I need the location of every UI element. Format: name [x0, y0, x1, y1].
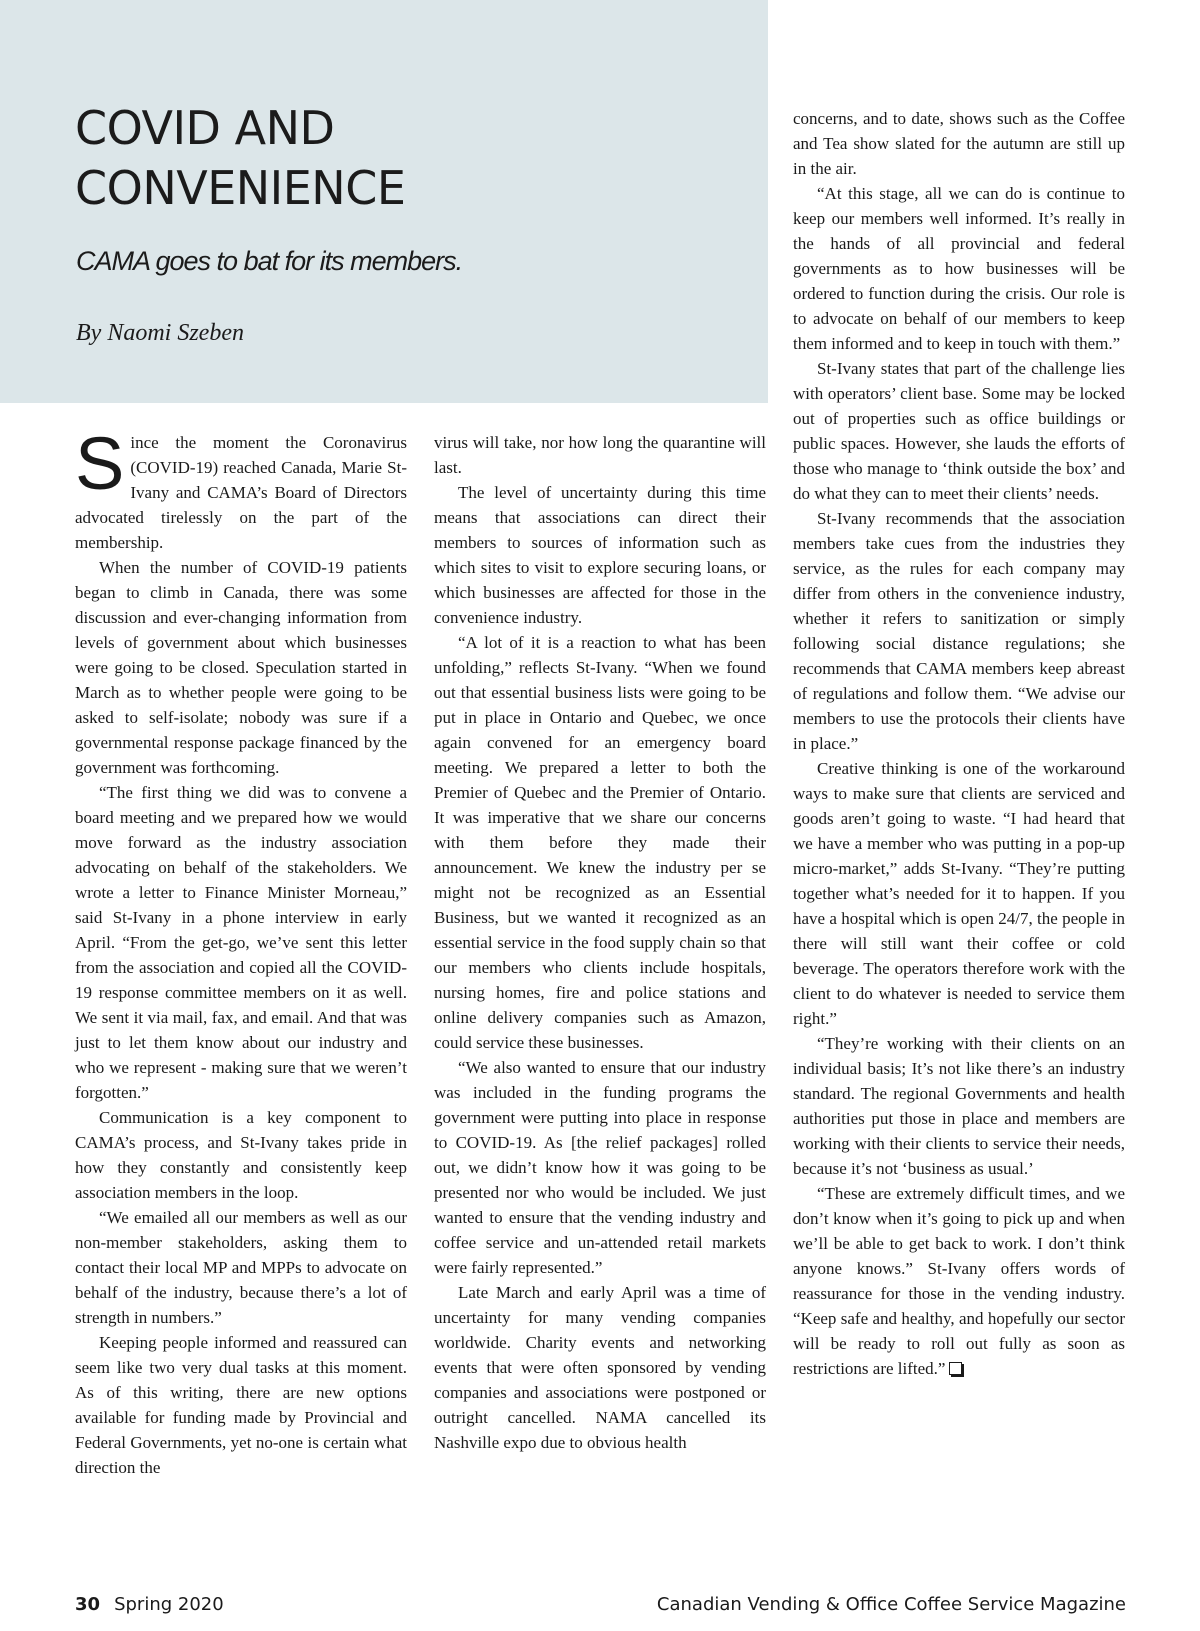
paragraph: “They’re working with their clients on an individual basis; It’s not like there’s an industry standard. The regional Governments and health authorities put those in place and members are working with their clients to service their needs, because it’s not ‘business as usual.’ [793, 1034, 1125, 1178]
paragraph: Communication is a key component to CAMA’s process, and St-Ivany takes pride in how they constantly and consistently keep association members in the loop. [75, 1108, 407, 1202]
paragraph: Keeping people informed and reassured can seem like two very dual tasks at this moment. As of this writing, there are new options available for funding made by Provincial and Federal Governments, yet no-one is certain what direction the [75, 1333, 407, 1477]
end-mark-icon [949, 1362, 962, 1375]
issue-date: Spring 2020 [114, 1594, 224, 1615]
paragraph: virus will take, nor how long the quarantine will last. [434, 433, 766, 477]
paragraph: “At this stage, all we can do is continue to keep our members well informed. It’s really in the hands of all provincial and federal governments as to how businesses will be ordered to function during the crisis. Our role is to advocate on behalf of our members to keep them informed and to keep in touch with them.” [793, 184, 1125, 353]
column-2 [434, 430, 766, 1455]
article-byline: By Naomi Szeben [76, 320, 244, 346]
publication-name: Canadian Vending & Office Coffee Service Magazine [656, 1594, 1126, 1615]
paragraph [793, 1181, 1125, 1381]
paragraph: St-Ivany states that part of the challenge lies with operators’ client base. Some may be locked out of properties such as office buildings or public spaces. However, she lauds the efforts of those who manage to ‘think outside the box’ and do what they can to meet their clients’ needs. [793, 359, 1125, 503]
column-3 [793, 106, 1125, 1381]
footer-left [75, 1594, 224, 1615]
article-subtitle: CAMA goes to bat for its members. [76, 246, 463, 276]
paragraph: “We also wanted to ensure that our industry was included in the funding programs the government were putting into place in response to COVID-19. As [the relief packages] rolled out, we didn’t know how it was going to be presented nor who would be included. We just wanted to ensure that the vending industry and coffee service and un-attended retail markets were fairly represented.” [434, 1058, 766, 1277]
paragraph: Late March and early April was a time of uncertainty for many vending companies worldwide. Charity events and networking events that were often sponsored by vending companies and associations were postponed or outright cancelled. NAMA cancelled its Nashville expo due to obvious health [434, 1283, 766, 1452]
paragraph-text: ince the moment the Coronavirus (COVID-19) reached Canada, Marie St-Ivany and CAMA’s Board of Directors advocated tirelessly on the part of the membership. [75, 433, 407, 552]
paragraph: concerns, and to date, shows such as the Coffee and Tea show slated for the autumn are still up in the air. [793, 109, 1125, 178]
title-line-2: CONVENIENCE [75, 161, 406, 215]
column-1 [75, 422, 407, 1480]
title-line-1: COVID AND [75, 101, 335, 155]
paragraph: “A lot of it is a reaction to what has been unfolding,” reflects St-Ivany. “When we found out that essential business lists were going to be put in place in Ontario and Quebec, we once again convened for an emergency board meeting. We prepared a letter to both the Premier of Quebec and the Premier of Ontario. It was imperative that we share our concerns with them before they made their announcement. We knew the industry per se might not be recognized as an Essential Business, but we wanted it recognized as an essential service in the food supply chain so that our members who clients include hospitals, nursing homes, fire and police stations and online delivery companies such as Amazon, could service these businesses. [434, 633, 766, 1052]
paragraph: When the number of COVID-19 patients began to climb in Canada, there was some discussion and ever-changing information from levels of government about which businesses were going to be closed. Speculation started in March as to whether people were going to be asked to self-isolate; nobody was sure if a governmental response package financed by the government was forthcoming. [75, 558, 407, 777]
paragraph: The level of uncertainty during this time means that associations can direct their members to sources of information such as which sites to visit to explore securing loans, or which businesses are affected for those in the convenience industry. [434, 483, 766, 627]
paragraph-text: “These are extremely difficult times, and we don’t know when it’s going to pick up and when we’ll be able to get back to work. I don’t think anyone knows.” St-Ivany offers words of reassurance for those in the vending industry. “Keep safe and healthy, and hopefully our sector will be ready to roll out fully as soon as restrictions are lifted.” [793, 1184, 1125, 1378]
paragraph: Creative thinking is one of the workaround ways to make sure that clients are serviced and goods aren’t going to waste. “I had heard that we have a member who was putting in a pop-up micro-market,” adds St-Ivany. “They’re putting together what’s needed for it to happen. If you have a hospital which is open 24/7, the people in there will still want their coffee or cold beverage. The operators therefore work with the client to do whatever is needed to service them right.” [793, 759, 1125, 1028]
drop-cap: S [75, 422, 125, 505]
paragraph: “The first thing we did was to convene a board meeting and we prepared how we would move forward as the industry association advocating on behalf of the stakeholders. We wrote a letter to Finance Minister Morneau,” said St-Ivany in a phone interview in early April. “From the get-go, we’ve sent this letter from the association and copied all the COVID-19 response committee members on it as well. We sent it via mail, fax, and email. And that was just to let them know about our industry and who we represent - making sure that we weren’t forgotten.” [75, 783, 407, 1102]
paragraph: “We emailed all our members as well as our non-member stakeholders, asking them to contact their local MP and MPPs to advocate on behalf of the industry, because there’s a lot of strength in numbers.” [75, 1208, 407, 1327]
article-title [75, 98, 715, 218]
paragraph [75, 422, 407, 555]
paragraph: St-Ivany recommends that the association members take cues from the industries they service, as the rules for each company may differ from others in the convenience industry, whether it refers to sanitization or simply following social distance regulations; she recommends that CAMA members keep abreast of regulations and follow them. “We advise our members to use the protocols their clients have in place.” [793, 509, 1125, 753]
page-number: 30 [75, 1594, 101, 1615]
